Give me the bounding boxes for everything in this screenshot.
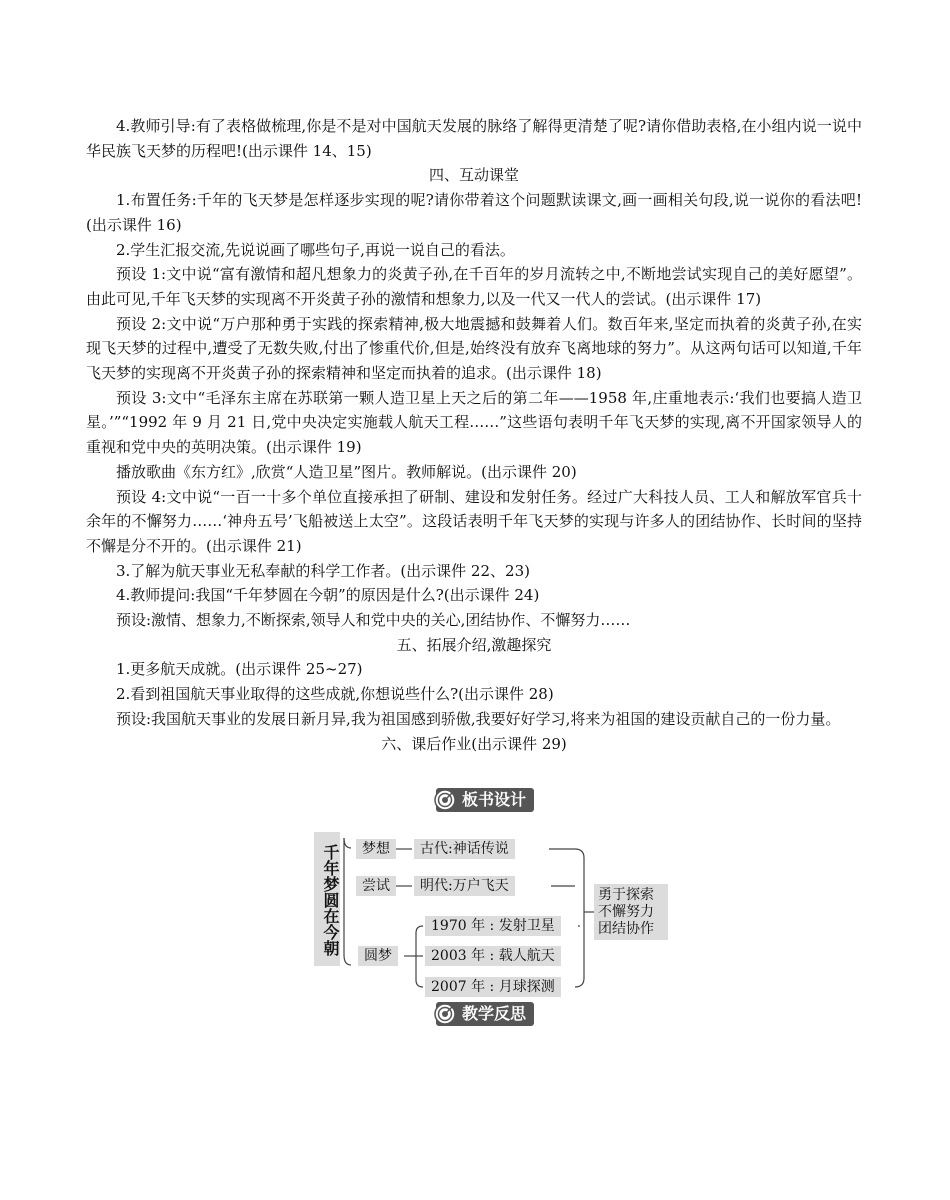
attempt-detail: 明代:万户飞天 (414, 876, 515, 896)
fulfil-item-1970: 1970 年 : 发射卫星 (425, 916, 561, 936)
section-heading: 四、互动课堂 (428, 166, 519, 185)
fulfil-item-2003: 2003 年 : 载人航天 (425, 946, 561, 966)
paragraph: 1.布置任务:千年的飞天梦是怎样逐步实现的呢?请你带着这个问题默读课文,画一画相关句段,说一说你的看法吧!(出示课件 16) (86, 191, 862, 234)
paragraph: 播放歌曲《东方红》,欣赏“人造卫星”图片。教师解说。(出示课件 20) (116, 462, 577, 481)
board-design-badge (436, 788, 534, 812)
paragraph: 预设:激情、想象力,不断探索,领导人和党中央的关心,团结协作、不懈努力…… (116, 611, 631, 630)
quality-item: 勇于探索 (598, 887, 654, 903)
quality-item: 团结协作 (598, 921, 654, 937)
diagram-title: 千年梦圆在今朝 (314, 832, 340, 966)
lesson-text (86, 114, 862, 756)
target-icon (434, 1003, 456, 1025)
paragraph: 2.看到祖国航天事业取得的这些成就,你想说些什么?(出示课件 28) (116, 685, 554, 704)
dream-detail: 古代:神话传说 (414, 839, 515, 859)
paragraph: 2.学生汇报交流,先说说画了哪些句子,再说一说自己的看法。 (116, 240, 515, 259)
paragraph: 1.更多航天成就。(出示课件 25~27) (116, 660, 363, 679)
section-heading: 五、拓展介绍,激趣探究 (396, 635, 552, 654)
quality-item: 不懈努力 (598, 904, 654, 920)
paragraph: 预设 3:文中“毛泽东主席在苏联第一颗人造卫星上天之后的第二年——1958 年,庄重地表示:‘我们也要搞人造卫星。’”“1992 年 9 月 21 日,党中央决定实施载人航天工程……”这些语句表明千年飞天梦的实现,离不开国家领导人的重视和党中央的英明决策。(出示课件 19) (86, 388, 862, 457)
paragraph: 预设 4:文中说“一百一十多个单位直接承担了研制、建设和发射任务。经过广大科技人员、工人和解放军官兵十余年的不懈努力……‘神舟五号’飞船被送上太空”。这段话表明千年飞天梦的实现与许多人的团结协作、长时间的坚持不懈是分不开的。(出示课件 21) (86, 487, 862, 555)
paragraph: 3.了解为航天事业无私奉献的科学工作者。(出示课件 22、23) (116, 561, 530, 580)
paragraph: 预设 2:文中说“万户那种勇于实践的探索精神,极大地震撼和鼓舞着人们。数百年来,坚定而执着的炎黄子孙,在实现飞天梦的过程中,遭受了无数失败,付出了惨重代价,但是,始终没有放弃飞离地球的努力”。从这两句话可以知道,千年飞天梦的实现离不开炎黄子孙的探索精神和坚定而执着的追求。(出示课件 18) (86, 314, 862, 383)
paragraph: 预设:我国航天事业的发展日新月异,我为祖国感到骄傲,我要好好学习,将来为祖国的建设贡献自己的一份力量。 (116, 709, 841, 728)
target-icon (434, 789, 456, 811)
badge-label: 板书设计 (462, 790, 527, 809)
section-heading: 六、课后作业(出示课件 29) (381, 734, 567, 753)
dream-label: 梦想 (356, 839, 396, 859)
fulfil-label: 圆梦 (358, 946, 398, 966)
qualities-box (594, 884, 668, 940)
reflection-badge (436, 1002, 534, 1026)
badge-label: 教学反思 (462, 1004, 527, 1023)
paragraph: 4.教师提问:我国“千年梦圆在今朝”的原因是什么?(出示课件 24) (116, 586, 540, 605)
paragraph: 4.教师引导:有了表格做梳理,你是不是对中国航天发展的脉络了解得更清楚了呢?请你借助表格,在小组内说一说中华民族飞天梦的历程吧!(出示课件 14、15) (86, 117, 862, 160)
fulfil-item-2007: 2007 年 : 月球探测 (425, 977, 561, 997)
paragraph: 预设 1:文中说“富有激情和超凡想象力的炎黄子孙,在千百年的岁月流转之中,不断地尝试实现自己的美好愿望”。由此可见,千年飞天梦的实现离不开炎黄子孙的激情和想象力,以及一代又一代人的尝试。(出示课件 17) (86, 265, 862, 308)
attempt-label: 尝试 (356, 876, 396, 896)
